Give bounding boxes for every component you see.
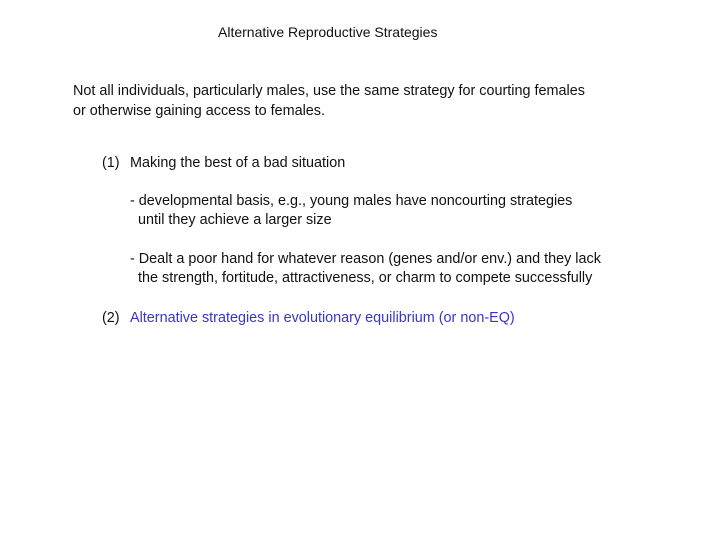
sub-point-poor-hand [130,250,601,288]
intro-line-2: or otherwise gaining access to females. [73,103,325,119]
intro-paragraph [73,81,693,121]
sub-point-developmental-line-2: until they achieve a larger size [138,212,332,228]
list-item-2-number: (2) [102,310,120,326]
list-item-2-text: Alternative strategies in evolutionary equilibrium (or non-EQ) [130,310,515,326]
list-item-1-text: Making the best of a bad situation [130,155,346,171]
slide-title: Alternative Reproductive Strategies [218,24,438,40]
list-item-2 [102,308,515,328]
sub-point-poor-hand-line-2: the strength, fortitude, attractiveness, or charm to compete successfully [138,270,593,286]
intro-line-1: Not all individuals, particularly males, use the same strategy for courting females [73,83,585,99]
list-item-1 [102,153,345,173]
sub-point-developmental-line-1: - developmental basis, e.g., young males have noncourting strategies [130,193,573,209]
sub-point-poor-hand-line-1: - Dealt a poor hand for whatever reason (genes and/or env.) and they lack [130,251,601,267]
sub-point-developmental [130,192,572,230]
list-item-1-number: (1) [102,155,120,171]
